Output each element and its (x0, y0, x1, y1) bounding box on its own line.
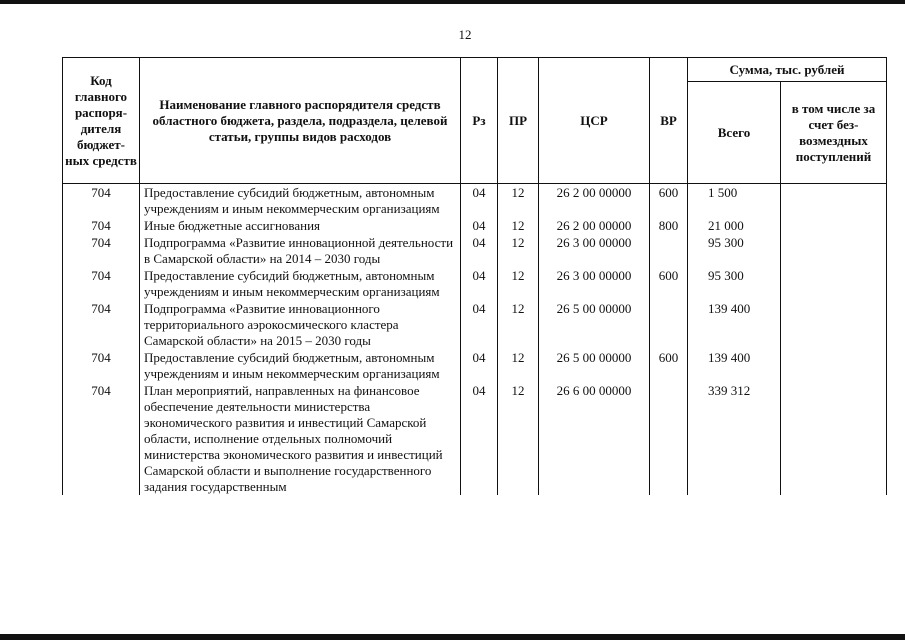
cell-incl (781, 234, 887, 267)
cell-pr: 12 (498, 217, 539, 234)
cell-rz: 04 (461, 267, 498, 300)
cell-code: 704 (63, 217, 140, 234)
table-row (63, 382, 887, 495)
cell-vr (650, 300, 688, 349)
cell-code: 704 (63, 300, 140, 349)
cell-incl (781, 300, 887, 349)
header-code: Код главного распоря-дителя бюджет-ных средств (63, 58, 140, 184)
cell-pr: 12 (498, 349, 539, 382)
cell-total: 95 300 (688, 234, 781, 267)
cell-pr: 12 (498, 300, 539, 349)
cell-csr: 26 3 00 00000 (539, 234, 650, 267)
page-number: 12 (458, 27, 472, 42)
top-border-rule (0, 0, 905, 4)
header-name: Наименование главного распорядителя средств областного бюджета, раздела, подраздела, целевой статьи, группы видов расходов (140, 58, 461, 184)
cell-rz: 04 (461, 217, 498, 234)
cell-vr: 600 (650, 349, 688, 382)
table-row (63, 267, 887, 300)
cell-incl (781, 184, 887, 218)
cell-incl (781, 349, 887, 382)
cell-total: 339 312 (688, 382, 781, 495)
cell-code: 704 (63, 184, 140, 218)
header-incl: в том числе за счет без-возмездных поступлений (781, 82, 887, 184)
cell-csr: 26 5 00 00000 (539, 300, 650, 349)
cell-incl (781, 267, 887, 300)
header-rz: Рз (461, 58, 498, 184)
cell-name: Подпрограмма «Развитие инновационной деятельности в Самарской области» на 2014 – 2030 годы (140, 234, 461, 267)
header-total: Всего (688, 82, 781, 184)
cell-code: 704 (63, 234, 140, 267)
cell-csr: 26 2 00 00000 (539, 184, 650, 218)
cell-total: 1 500 (688, 184, 781, 218)
cell-vr: 600 (650, 184, 688, 218)
cell-pr: 12 (498, 267, 539, 300)
table-row (63, 349, 887, 382)
table-header (63, 58, 887, 184)
cell-rz: 04 (461, 234, 498, 267)
cell-rz: 04 (461, 300, 498, 349)
table-row (63, 300, 887, 349)
cell-rz: 04 (461, 382, 498, 495)
table-row (63, 234, 887, 267)
cell-pr: 12 (498, 382, 539, 495)
cell-name: Иные бюджетные ассигнования (140, 217, 461, 234)
cell-name: Предоставление субсидий бюджетным, автономным учреждениям и иным некоммерческим организациям (140, 184, 461, 218)
table-body (63, 184, 887, 496)
cell-incl (781, 217, 887, 234)
table-row (63, 184, 887, 218)
cell-name: Предоставление субсидий бюджетным, автономным учреждениям и иным некоммерческим организациям (140, 267, 461, 300)
cell-total: 139 400 (688, 300, 781, 349)
cell-vr: 800 (650, 217, 688, 234)
cell-name: Предоставление субсидий бюджетным, автономным учреждениям и иным некоммерческим организациям (140, 349, 461, 382)
cell-total: 139 400 (688, 349, 781, 382)
bottom-border-rule (0, 634, 905, 640)
cell-total: 95 300 (688, 267, 781, 300)
cell-vr: 600 (650, 267, 688, 300)
cell-csr: 26 2 00 00000 (539, 217, 650, 234)
cell-rz: 04 (461, 349, 498, 382)
cell-pr: 12 (498, 184, 539, 218)
cell-code: 704 (63, 267, 140, 300)
cell-pr: 12 (498, 234, 539, 267)
cell-name: План мероприятий, направленных на финансовое обеспечение деятельности министерства экономического развития и инвестиций Самарской области, исполнение отдельных полномочий министерства экономического развития и инвестиций Самарской области и выполнение государственного задания государственным (140, 382, 461, 495)
header-pr: ПР (498, 58, 539, 184)
cell-vr (650, 234, 688, 267)
budget-table (62, 57, 887, 495)
header-csr: ЦСР (539, 58, 650, 184)
header-vr: ВР (650, 58, 688, 184)
cell-rz: 04 (461, 184, 498, 218)
cell-incl (781, 382, 887, 495)
cell-csr: 26 6 00 00000 (539, 382, 650, 495)
cell-name: Подпрограмма «Развитие инновационного территориального аэрокосмического кластера Самарской области» на 2015 – 2030 годы (140, 300, 461, 349)
cell-code: 704 (63, 349, 140, 382)
table-row (63, 217, 887, 234)
cell-vr (650, 382, 688, 495)
cell-csr: 26 5 00 00000 (539, 349, 650, 382)
cell-total: 21 000 (688, 217, 781, 234)
cell-csr: 26 3 00 00000 (539, 267, 650, 300)
header-sum: Сумма, тыс. рублей (688, 58, 887, 82)
cell-code: 704 (63, 382, 140, 495)
